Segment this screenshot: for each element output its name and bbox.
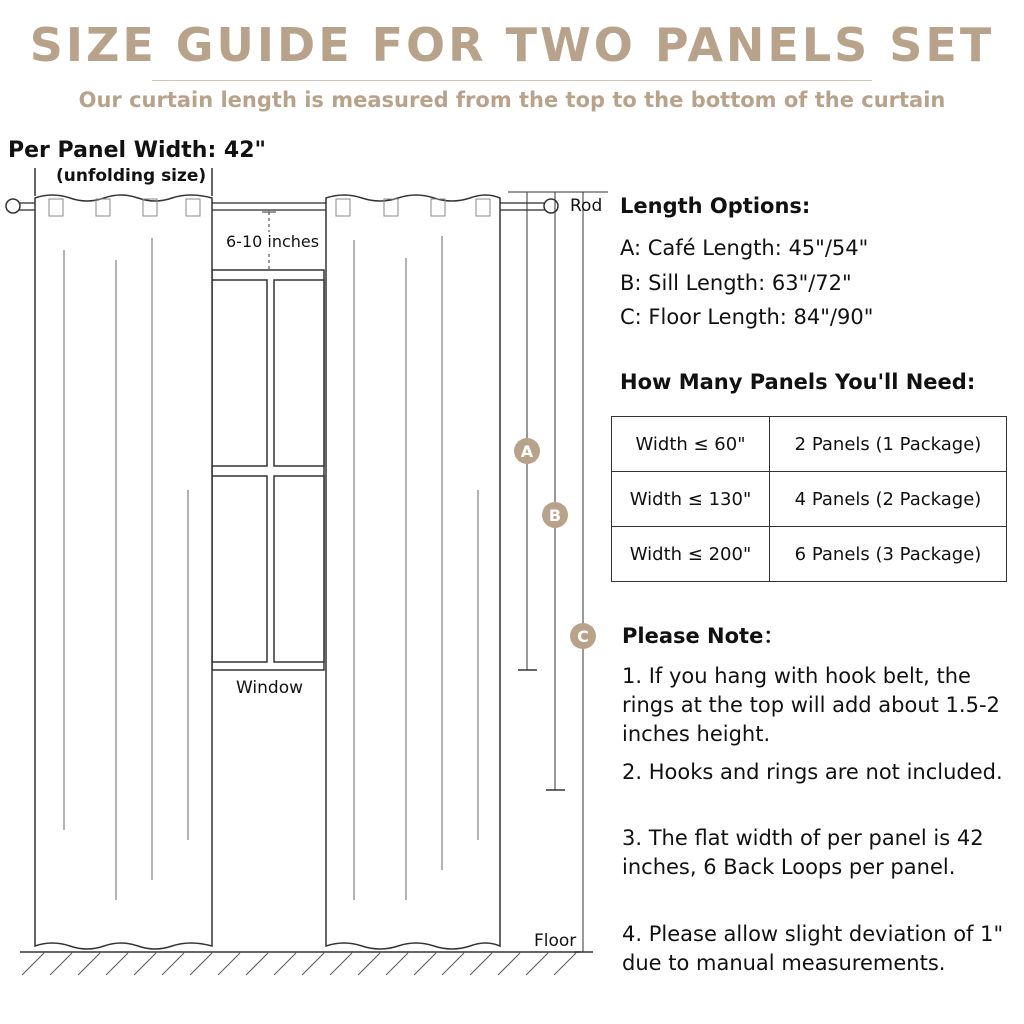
table-row: [612, 472, 1007, 527]
rod-label: Rod: [570, 196, 603, 216]
unfolding-size-label: (unfolding size): [56, 166, 207, 186]
length-options-title: Length Options:: [620, 194, 811, 218]
marker-b-label: B: [548, 506, 562, 525]
page-subtitle: Our curtain length is measured from the top to the bottom of the curtain: [78, 88, 946, 112]
length-option-a: A: Café Length: 45"/54": [620, 236, 869, 260]
table-cell-panels: 2 Panels (1 Package): [770, 417, 1007, 472]
marker-c-label: C: [577, 627, 589, 646]
floor-label: Floor: [534, 931, 577, 951]
floor-hatching: [22, 953, 576, 975]
table-row: [612, 417, 1007, 472]
page-title: SIZE GUIDE FOR TWO PANELS SET: [29, 18, 995, 72]
length-option-c: C: Floor Length: 84"/90": [620, 305, 874, 329]
table-cell-panels: 6 Panels (3 Package): [770, 527, 1007, 582]
window-pane-top-right: [274, 280, 324, 466]
note-item: 3. The flat width of per panel is 42 inches, 6 Back Loops per panel.: [622, 826, 984, 879]
table-cell-width: Width ≤ 200": [612, 527, 770, 582]
window-pane-bottom-right: [274, 476, 324, 662]
window-label: Window: [236, 678, 304, 698]
left-curtain-panel: [35, 195, 212, 949]
window-pane-bottom-left: [212, 476, 267, 662]
gap-label: 6-10 inches: [226, 232, 320, 251]
note-item: 2. Hooks and rings are not included.: [622, 760, 1003, 784]
table-cell-panels: 4 Panels (2 Package): [770, 472, 1007, 527]
panel-width-label: Per Panel Width: 42": [8, 138, 266, 163]
note-item: 1. If you hang with hook belt, the rings at the top will add about 1.5-2 inches height.: [622, 664, 1000, 746]
rod-finial-left: [6, 199, 20, 213]
table-cell-width: Width ≤ 60": [612, 417, 770, 472]
panels-table: [611, 416, 1007, 582]
window-pane-top-left: [212, 280, 267, 466]
length-option-b: B: Sill Length: 63"/72": [620, 271, 852, 295]
note-item: 4. Please allow slight deviation of 1" due to manual measurements.: [622, 922, 1004, 975]
panels-needed-title: How Many Panels You'll Need:: [620, 370, 976, 394]
table-row: [612, 527, 1007, 582]
marker-a-label: A: [520, 442, 534, 461]
table-cell-width: Width ≤ 130": [612, 472, 770, 527]
notes-title: Please Note：: [622, 624, 785, 648]
rod-finial-right: [544, 199, 558, 213]
right-curtain-panel: [326, 195, 500, 949]
